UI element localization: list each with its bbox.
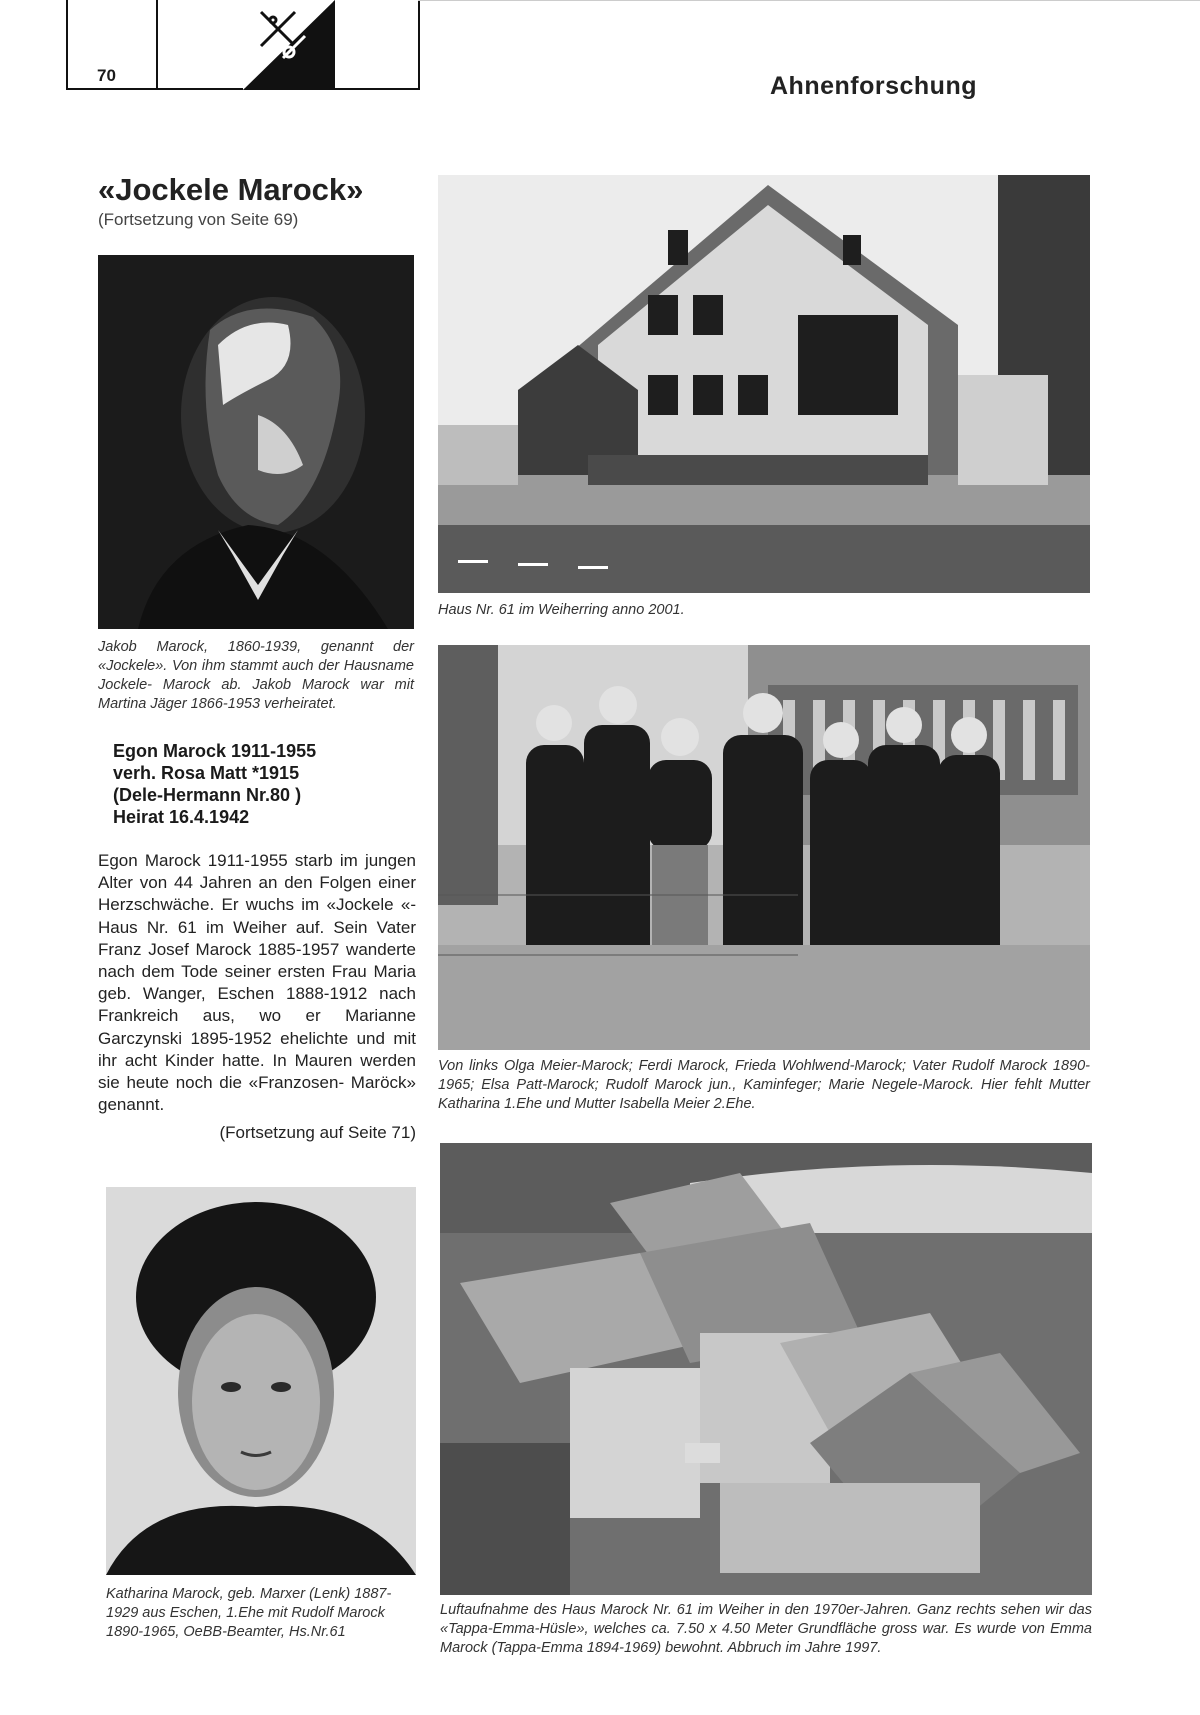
header-rule-top-right	[418, 0, 1200, 1]
subheading-line-1: Egon Marock 1911-1955	[113, 741, 317, 761]
caption-katharina: Katharina Marock, geb. Marxer (Lenk) 1887-1929 aus Eschen, 1.Ehe mit Rudolf Marock 1890-1965, OeBB-Beamter, Hs.Nr.61	[106, 1586, 392, 1640]
article-title: «Jockele Marock»	[98, 172, 364, 207]
caption-jakob: Jakob Marock, 1860-1939, genannt der «Jockele». Von ihm stammt auch der Hausname Jockele- Marock ab. Jakob Marock war mit Martina Jäger 1866-1953 verheiratet.	[98, 639, 414, 712]
photo-katharina-portrait	[106, 1187, 416, 1575]
caption-house: Haus Nr. 61 im Weiherring anno 2001.	[438, 602, 685, 618]
photo-house-61	[438, 175, 1090, 593]
header-rule-v1	[66, 0, 68, 90]
header-rule-bottom	[66, 88, 418, 90]
subheading-line-4: Heirat 16.4.1942	[113, 807, 250, 827]
caption-family: Von links Olga Meier-Marock; Ferdi Marock, Frieda Wohlwend-Marock; Vater Rudolf Marock 1890-1965; Elsa Patt-Marock; Rudolf Marock jun., Kaminfeger; Marie Negele-Marock. Hier fehlt Mutter Katharina 1.Ehe und Mutter Isabella Meier 2.Ehe.	[438, 1058, 1090, 1112]
subheading-egon-marock	[113, 740, 316, 828]
header-rule-v2	[156, 0, 158, 90]
coat-of-arms-icon	[243, 0, 335, 90]
caption-aerial: Luftaufnahme des Haus Marock Nr. 61 im Weiher in den 1970er-Jahren. Ganz rechts sehen wir das «Tappa-Emma-Hüsle», welches ca. 7.50 x 4.50 Meter Grundfläche gross war. Es wurde von Emma Marock (Tappa-Emma 1894-1969) bewohnt. Abbruch im Jahre 1997.	[440, 1602, 1092, 1656]
photo-family-group	[438, 645, 1090, 1050]
section-title: Ahnenforschung	[770, 72, 977, 100]
photo-aerial-view	[440, 1143, 1092, 1595]
header-rule-v5	[418, 0, 420, 90]
photo-jakob-portrait	[98, 255, 414, 629]
article-subtitle: (Fortsetzung von Seite 69)	[98, 210, 299, 229]
article-continuation: (Fortsetzung auf Seite 71)	[219, 1123, 416, 1142]
article-body: Egon Marock 1911-1955 starb im jungen Alter von 44 Jahren an den Folgen einer Herzschwäche. Er wuchs im «Jockele «- Haus Nr. 61 im Weiher auf. Sein Vater Franz Josef Marock 1885-1957 wanderte nach dem Tode seiner ersten Frau Maria geb. Wanger, Eschen 1888-1912 nach Frankreich aus, wo er Marianne Garczynski 1895-1952 ehelichte und mit ihr acht Kinder hatte. In Mauren werden sie heute noch die «Franzosen- Maröck» genannt.	[98, 851, 416, 1115]
subheading-line-3: (Dele-Hermann Nr.80 )	[113, 785, 302, 805]
subheading-line-2: verh. Rosa Matt *1915	[113, 763, 300, 783]
page-number: 70	[97, 66, 116, 85]
